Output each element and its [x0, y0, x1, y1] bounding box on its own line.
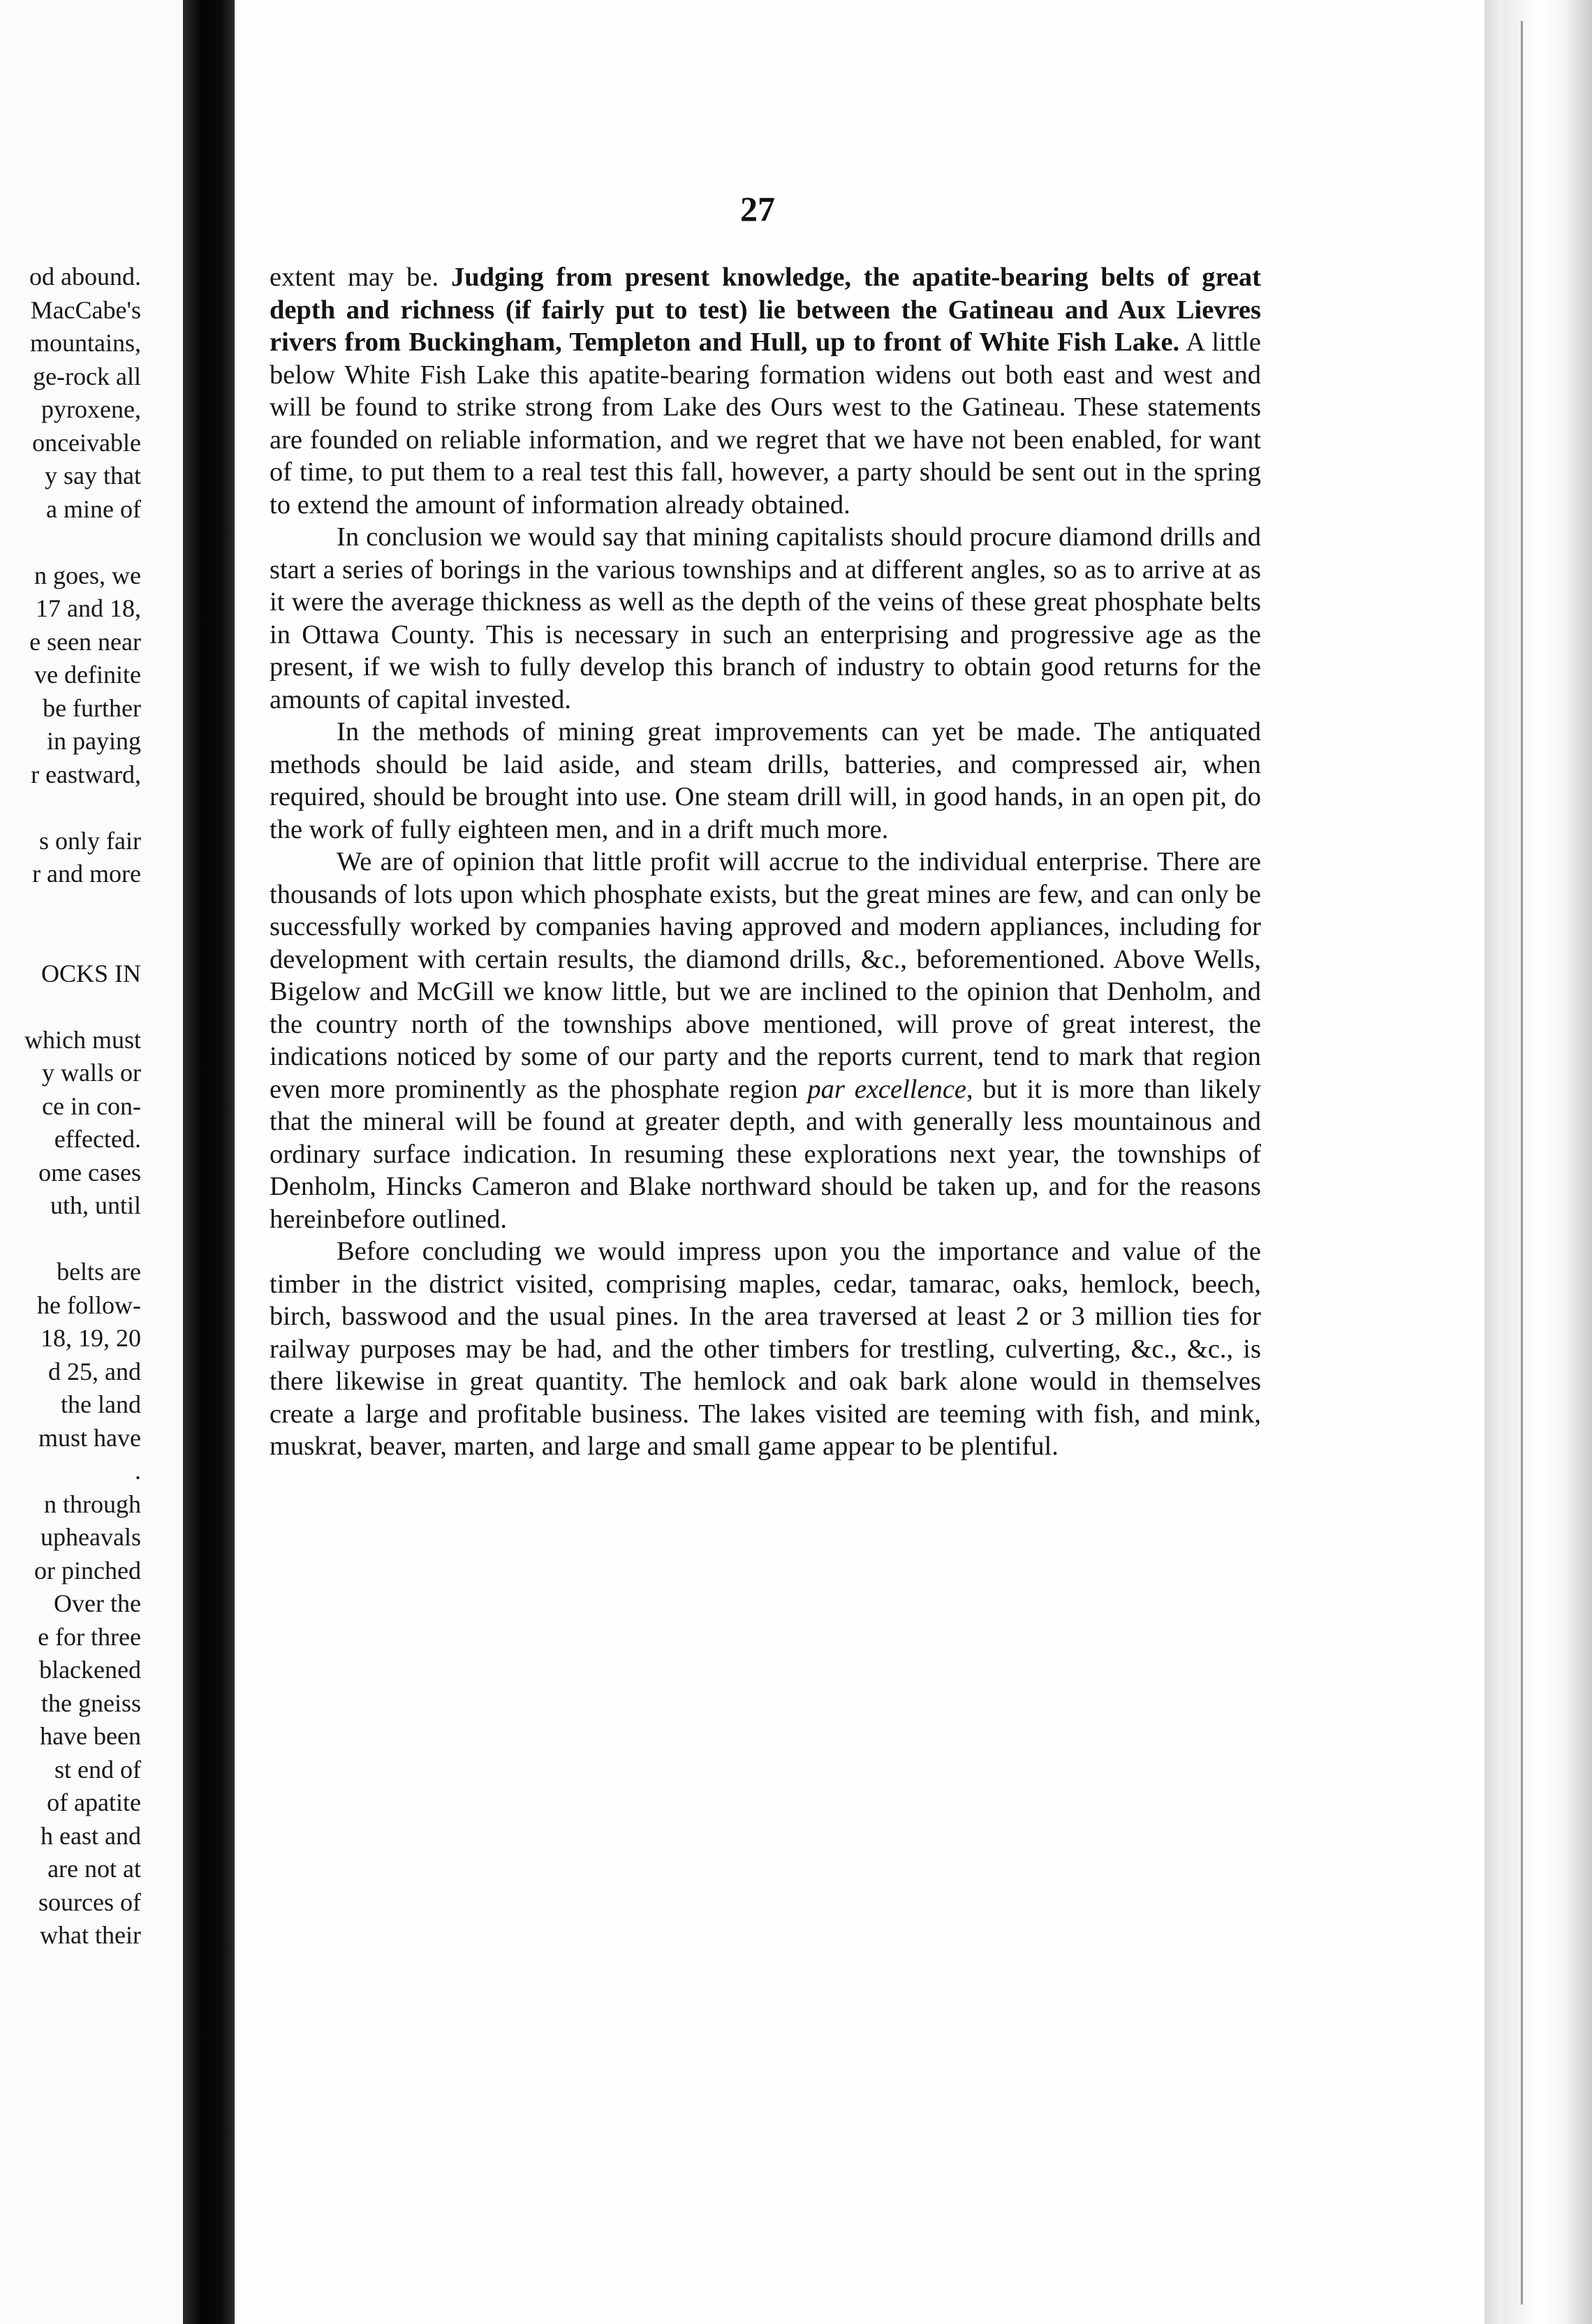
- text-run: In the methods of mining great improvements can yet be made. The antiquated methods should be laid aside, and steam drills, batteries, and compressed air, when required, should be brought into use. One steam drill will, in good hands, in an open pit, do the work of fully eighteen men, and in a drift much more.: [270, 717, 1261, 844]
- previous-page-line: upheavals: [40, 1523, 141, 1551]
- previous-page-line: uth, until: [50, 1191, 141, 1219]
- text-run: , but it is more than likely that the mineral will be found at greater depth, and with generally less mountainous and ordinary surface indication. In resuming these explorations next year, the townships of Denholm, Hincks Cameron and Blake northward should be taken up, and for the reasons hereinbefore outlined.: [270, 1074, 1262, 1234]
- previous-page-text: [24, 260, 141, 1952]
- previous-page-line: onceivable: [32, 428, 141, 457]
- previous-page-line: what their: [40, 1921, 141, 1949]
- previous-page-line: Over the: [54, 1589, 141, 1617]
- previous-page-line: ge-rock all: [33, 362, 141, 390]
- previous-page-line: ve definite: [34, 661, 141, 689]
- previous-page-line: must have: [38, 1423, 141, 1452]
- text-run: extent may be.: [270, 263, 451, 292]
- previous-page-line: OCKS IN: [40, 959, 141, 987]
- previous-page-line: mountains,: [30, 329, 141, 357]
- previous-page-line: he follow-: [37, 1290, 141, 1319]
- previous-page-line: r and more: [32, 860, 141, 888]
- previous-page-line: of apatite: [47, 1788, 141, 1816]
- previous-page-line: y say that: [45, 462, 141, 490]
- previous-page-line: are not at: [47, 1855, 141, 1883]
- paragraph-5: [270, 1235, 1261, 1463]
- book-gutter: [183, 0, 237, 2324]
- text-run: A little below White Fish Lake this apatite-bearing formation widens out both east and west and will be found to strike strong from Lake des Ours west to the Gatineau. These statements are founded on reliable information, and we regret that we have not been enabled, for want of time, to put them to a real test this fall, however, a party should be sent out in the spring to extend the amount of information already obtained.: [270, 328, 1261, 520]
- previous-page-line: e for three: [38, 1622, 141, 1651]
- previous-page-line: blackened: [39, 1656, 141, 1684]
- italic-text-run: par excellence: [807, 1074, 967, 1104]
- previous-page-line: ome cases: [38, 1158, 141, 1186]
- text-run: Before concluding we would impress upon you the importance and value of the timber in the district visited, comprising maples, cedar, tamarac, oaks, hemlock, beech, birch, basswood and the usual pines. In the area traversed at least 2 or 3 million ties for railway purposes may be had, and the other timbers for trestling, culverting, &c., &c., is there likewise in great quantity. The hemlock and oak bark alone would in themselves create a large and profitable business. The lakes visited are teeming with fish, and mink, muskrat, beaver, marten, and large and small game appear to be plentiful.: [270, 1237, 1261, 1461]
- previous-page-line: n goes, we: [34, 561, 141, 589]
- previous-page-line: [24, 526, 141, 559]
- previous-page-line: belts are: [57, 1258, 141, 1286]
- paragraph-3: [270, 716, 1261, 846]
- previous-page-line: n through: [44, 1490, 141, 1518]
- previous-page-line: a mine of: [46, 494, 141, 523]
- page-edge-line: [1521, 21, 1523, 2304]
- previous-page-line: sources of: [38, 1888, 141, 1916]
- previous-page-line: have been: [40, 1722, 141, 1750]
- bold-text-run: Judging from present knowledge, the apatite-bearing belts of great depth and richness (if fairly put to test) lie between the Gatineau and Aux Lievres rivers from Buckingham, Templeton and Hull, up to front of White Fish Lake.: [270, 263, 1262, 357]
- previous-page-line: [24, 990, 141, 1024]
- paragraph-1: [270, 261, 1261, 521]
- previous-page-line: s only fair: [39, 826, 141, 855]
- paragraph-2: [270, 521, 1261, 716]
- previous-page-line: be further: [43, 693, 141, 722]
- previous-page-line: od abound.: [29, 263, 141, 290]
- previous-page-line: r eastward,: [31, 760, 141, 788]
- previous-page-line: MacCabe's: [30, 295, 141, 324]
- previous-page-line: [24, 891, 141, 925]
- text-run: We are of opinion that little profit will accrue to the individual enterprise. There are thousands of lots upon which phosphate exists, but the great mines are few, and can only be successfully worked by companies having approved and modern appliances, including for development with certain results, the diamond drills, &c., beforementioned. Above Wells, Bigelow and McGill we know little, but we are inclined to the opinion that Denholm, and the country north of the townships above mentioned, will prove of great interest, the indications noticed by some of our party and the reports current, tend to mark that region even more prominently as the phosphate region: [270, 847, 1261, 1104]
- previous-page-line: pyroxene,: [41, 395, 141, 423]
- previous-page-line: [24, 791, 141, 825]
- previous-page-line: which must: [24, 1025, 141, 1054]
- previous-page-fragment: [0, 0, 190, 2324]
- previous-page-line: the land: [61, 1390, 141, 1418]
- previous-page-line: y walls or: [42, 1059, 141, 1087]
- previous-page-line: .: [135, 1457, 141, 1485]
- previous-page-line: st end of: [54, 1755, 141, 1784]
- previous-page-line: ce in con-: [42, 1091, 141, 1120]
- previous-page-line: h east and: [40, 1821, 141, 1850]
- page-edge: [1484, 0, 1503, 2324]
- previous-page-line: 17 and 18,: [36, 594, 141, 622]
- previous-page-line: [24, 924, 141, 957]
- previous-page-line: or pinched: [34, 1556, 141, 1584]
- previous-page-line: the gneiss: [41, 1689, 141, 1717]
- next-page-edge: [1503, 0, 1592, 2324]
- page-number: 27: [740, 189, 775, 228]
- paragraph-4: [270, 846, 1261, 1235]
- previous-page-line: effected.: [54, 1125, 141, 1153]
- previous-page-line: d 25, and: [48, 1357, 141, 1385]
- text-run: In conclusion we would say that mining capitalists should procure diamond drills and start a series of borings in the various townships and at different angles, so as to arrive at as it were the average thickness as well as the depth of the veins of these great phosphate belts in Ottawa County. This is necessary in such an enterprising and progressive age as the present, if we wish to fully develop this branch of industry to obtain good returns for the amounts of capital invested.: [270, 522, 1261, 714]
- body-text: [270, 261, 1261, 1463]
- previous-page-line: [24, 1223, 141, 1256]
- previous-page-line: 18, 19, 20: [40, 1324, 141, 1352]
- previous-page-line: e seen near: [29, 627, 141, 656]
- previous-page-line: in paying: [47, 727, 141, 755]
